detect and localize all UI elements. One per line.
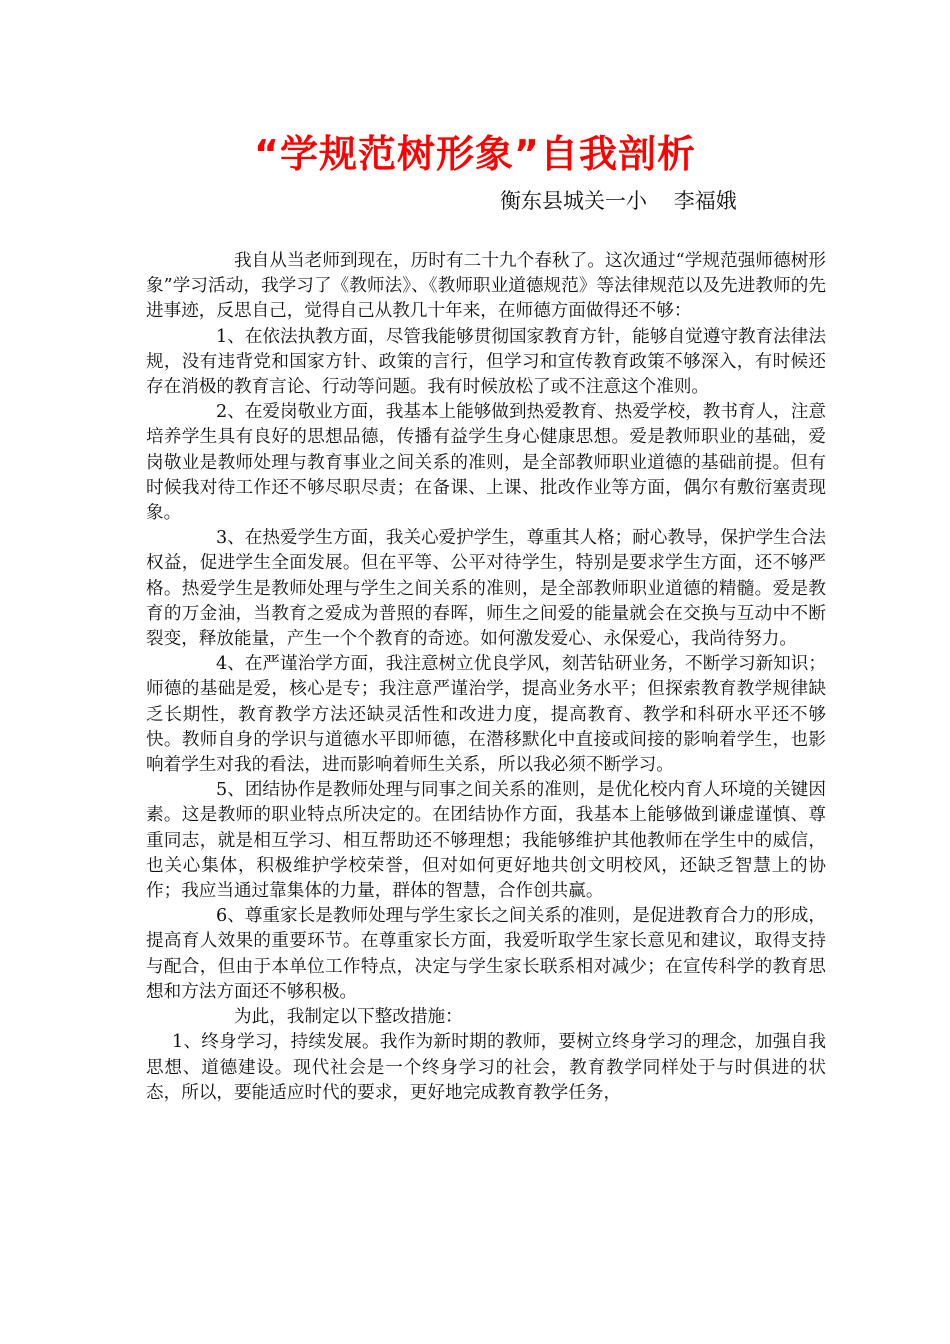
intro-paragraph: 我自从当老师到现在，历时有二十九个春秋了。这次通过“学规范强师德树形象”学习活动，我学习了《教师法》、《教师职业道德规范》等法律规范以及先进教师的先进事迹，反思自己，觉得自己从教几十年来，在师德方面做得还不够：	[146, 251, 826, 322]
item-paragraph-1: 1、在依法执教方面，尽管我能够贯彻国家教育方针，能够自觉遵守教育法律法规，没有违背党和国家方针、政策的言行，但学习和宣传教育政策不够深入，有时候还存在消极的教育言论、行动等问题。我有时候放松了或不注意这个准则。	[146, 326, 826, 398]
document-body	[146, 249, 826, 1106]
item-paragraph-6: 6、尊重家长是教师处理与学生家长之间关系的准则，是促进教育合力的形成，提高育人效果的重要环节。在尊重家长方面，我爱听取学生家长意见和建议，取得支持与配合，但由于本单位工作特点，决定与学生家长联系相对减少；在宣传科学的教育思想和方法方面还不够积极。	[146, 906, 826, 1002]
document-author-line: 衡东县城关一小 李福娥	[500, 189, 737, 213]
item-paragraph-2: 2、在爱岗敬业方面，我基本上能够做到热爱教育、热爱学校，教书育人，注意培养学生具有良好的思想品德，传播有益学生身心健康思想。爱是教师职业的基础，爱岗敬业是教师处理与教育事业之间关系的准则，是全部教师职业道德的基础前提。但有时候我对待工作还不够尽职尽责；在备课、上课、批改作业等方面，偶尔有敷衍塞责现象。	[146, 402, 826, 524]
item-paragraph-4: 4、在严谨治学方面，我注意树立优良学风，刻苦钻研业务，不断学习新知识；师德的基础是爱，核心是专；我注意严谨治学，提高业务水平；但探索教育教学规律缺乏长期性，教育教学方法还缺灵活性和改进力度，提高教育、教学和科研水平还不够快。教师自身的学识与道德水平即师德，在潜移默化中直接或间接的影响着学生，也影响着学生对我的看法，进而影响着师生关系，所以我必须不断学习。	[146, 654, 826, 776]
measure-paragraph-1: 1、终身学习，持续发展。我作为新时期的教师，要树立终身学习的理念，加强自我思想、道德建设。现代社会是一个终身学习的社会，教育教学同样处于与时俱进的状态，所以，要能适应时代的要求，更好地完成教育教学任务，	[146, 1032, 826, 1103]
item-paragraph-5: 5、团结协作是教师处理与同事之间关系的准则，是优化校内育人环境的关键因素。这是教师的职业特点所决定的。在团结协作方面，我基本上能够做到谦虚谨慎、尊重同志，就是相互学习、相互帮助还不够理想；我能够维护其他教师在学生中的威信，也关心集体，积极维护学校荣誉，但对如何更好地共创文明校风，还缺乏智慧上的协作；我应当通过靠集体的力量，群体的智慧，合作创共赢。	[146, 780, 826, 902]
document-title: “学规范树形象”自我剖析	[254, 132, 696, 176]
item-paragraph-3: 3、在热爱学生方面，我关心爱护学生，尊重其人格；耐心教导，保护学生合法权益，促进学生全面发展。但在平等、公平对待学生，特别是要求学生方面，还不够严格。热爱学生是教师处理与学生之间关系的准则，是全部教师职业道德的精髓。爱是教育的万金油，当教育之爱成为普照的春晖，师生之间爱的能量就会在交换与互动中不断裂变，释放能量，产生一个个教育的奇迹。如何激发爱心、永保爱心，我尚待努力。	[146, 528, 826, 650]
measures-heading: 为此，我制定以下整改措施：	[234, 1007, 463, 1028]
